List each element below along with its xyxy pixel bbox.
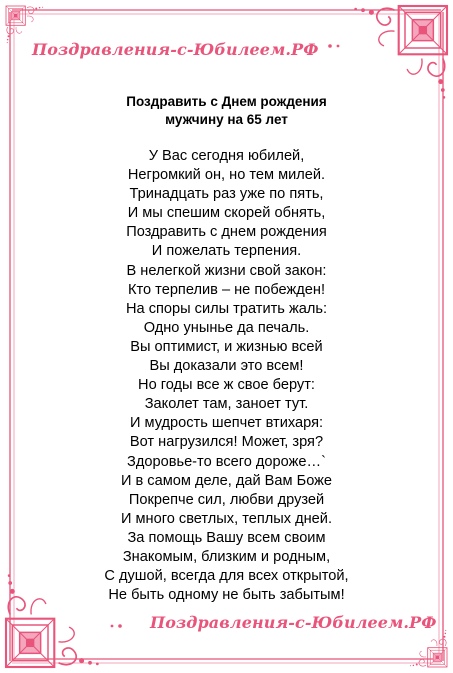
- site-brand-top: Поздравления-с-Юбилеем.РФ: [32, 40, 319, 59]
- poem-line: Поздравить с днем рождения: [126, 224, 327, 241]
- poem-line: Здоровье-то всего дороже…`: [127, 453, 326, 470]
- poem-line: Не быть одному не быть забытым!: [108, 587, 345, 604]
- site-brand-bottom: Поздравления-с-Юбилеем.РФ: [150, 613, 437, 632]
- poem-line: Тринадцать раз уже по пять,: [129, 186, 324, 203]
- poem-body: [0, 147, 453, 605]
- poem-line: Вы доказали это всем!: [149, 358, 304, 375]
- poem-line: За помощь Вашу всем своим: [127, 529, 326, 546]
- page-title-line-1: Поздравить с Днем рождения: [126, 94, 327, 109]
- page-title-line-2: мужчину на 65 лет: [165, 112, 288, 127]
- corner-ornament-icon: [354, 6, 447, 99]
- poem-line: В нелегкой жизни свой закон:: [126, 262, 327, 279]
- poem-line: И много светлых, теплых дней.: [120, 510, 332, 527]
- poem-line: С душой, всегда для всех открытой,: [104, 568, 349, 585]
- poem-line: Вот нагрузился! Может, зря?: [129, 434, 324, 451]
- poem-line: Негромкий он, но тем милей.: [127, 167, 326, 184]
- poem-line: Вы оптимист, и жизнью всей: [130, 338, 323, 355]
- poem-line: И мы спешим скорей обнять,: [127, 205, 326, 222]
- poem-line: Одно унынье да печаль.: [143, 319, 310, 336]
- corner-ornament-icon: [6, 6, 43, 43]
- poem-line: Покрепче сил, любви друзей: [128, 491, 325, 508]
- poem-line: И мудрость шепчет втихаря:: [129, 415, 324, 432]
- poem-line: На споры силы тратить жаль:: [125, 300, 328, 317]
- corner-ornament-icon: [410, 630, 447, 667]
- poem-line: У Вас сегодня юбилей,: [148, 148, 305, 164]
- poem-line: Кто терпелив – не побежден!: [127, 281, 326, 298]
- poem-line: Знакомым, близким и родным,: [122, 548, 331, 565]
- poem-line: И пожелать терпения.: [151, 243, 302, 260]
- poem-line: И в самом деле, дай Вам Боже: [120, 472, 333, 489]
- poem-line: Но годы все ж свое берут:: [138, 377, 315, 394]
- poem-line: Заколет там, заноет тут.: [144, 396, 309, 413]
